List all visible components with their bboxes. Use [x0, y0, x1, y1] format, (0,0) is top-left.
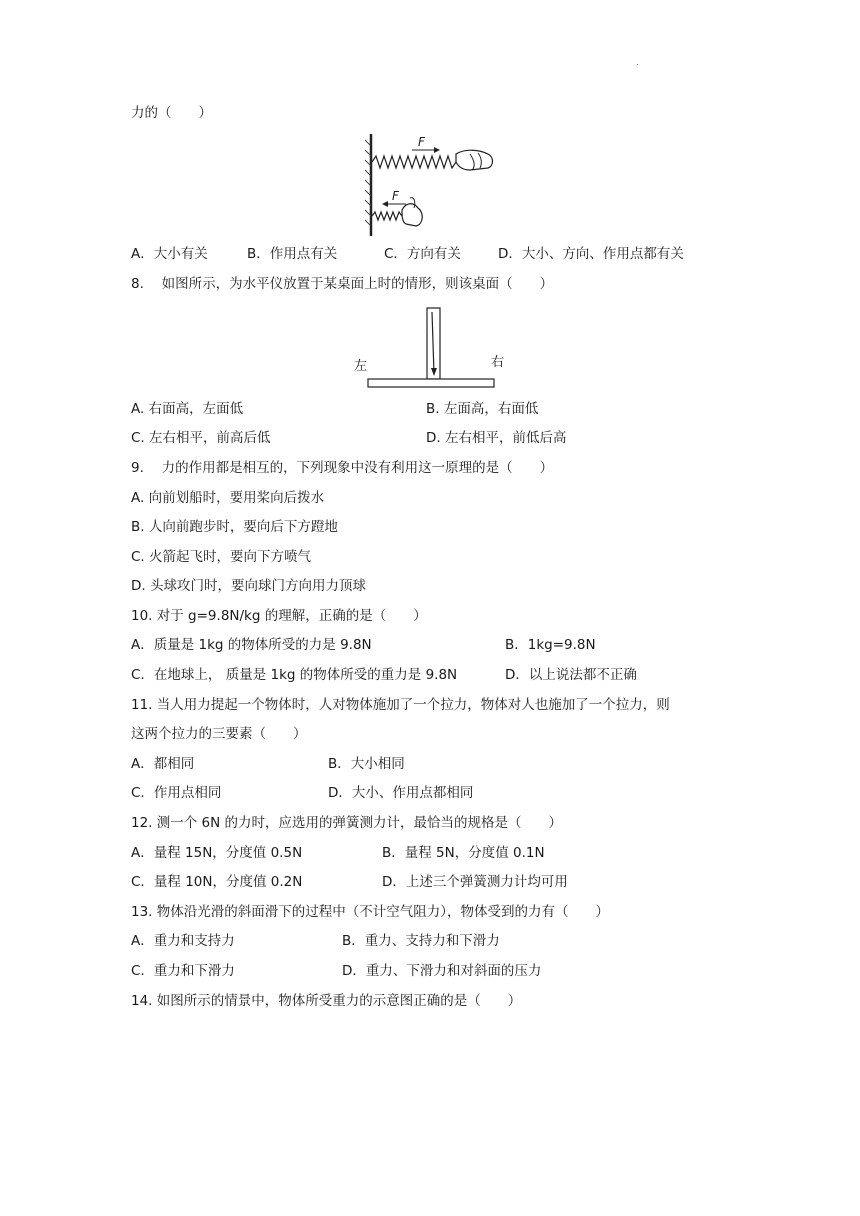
q7-option-c: C．方向有关 [384, 246, 461, 262]
q14-stem: 14. 如图所示的情景中，物体所受重力的示意图正确的是（ ） [131, 993, 522, 1009]
q8-option-d: D. 左右相平，前低后高 [426, 430, 567, 446]
q11-stem-line1: 11. 当人用力提起一个物体时，人对物体施加了一个拉力，物体对人也施加了一个拉力，则 [131, 697, 670, 713]
q11-stem-line2: 这两个拉力的三要素（ ） [131, 726, 307, 742]
q7-option-b: B．作用点有关 [247, 246, 338, 262]
q10-stem: 10. 对于 g=9.8N/kg 的理解，正确的是（ ） [131, 608, 427, 624]
q9-option-a: A. 向前划船时，要用桨向后拨水 [131, 490, 325, 506]
q10-option-d: D．以上说法都不正确 [505, 667, 637, 683]
q9-option-d: D. 头球攻门时，要向球门方向用力顶球 [131, 578, 366, 594]
q9-stem: 9. 力的作用都是相互的，下列现象中没有利用这一原理的是（ ） [131, 460, 554, 476]
q7-option-a: A．大小有关 [131, 246, 208, 262]
q10-option-b: B．1kg=9.8N [505, 637, 596, 653]
q12-option-b: B．量程 5N，分度值 0.1N [382, 845, 545, 861]
q11-option-c: C．作用点相同 [131, 785, 222, 801]
q13-stem: 13. 物体沿光滑的斜面滑下的过程中（不计空气阻力），物体受到的力有（ ） [131, 904, 610, 920]
q8-stem: 8. 如图所示，为水平仪放置于某桌面上时的情形，则该桌面（ ） [131, 276, 554, 292]
q11-option-d: D．大小、作用点都相同 [328, 785, 474, 801]
question-7-stem-tail: 力的（ ） [131, 105, 212, 121]
force-label-top: F [418, 135, 425, 149]
q11-option-a: A．都相同 [131, 756, 195, 772]
q12-option-d: D．上述三个弹簧测力计均可用 [382, 874, 568, 890]
q7-option-d: D．大小、方向、作用点都有关 [498, 246, 684, 262]
header-dot: . [636, 58, 639, 67]
level-instrument-figure [350, 304, 505, 392]
q13-option-a: A．重力和支持力 [131, 933, 235, 949]
q9-option-c: C. 火箭起飞时，要向下方喷气 [131, 549, 312, 565]
right-label: 右 [491, 355, 505, 370]
q12-option-c: C．量程 10N，分度值 0.2N [131, 874, 303, 890]
q13-option-c: C．重力和下滑力 [131, 963, 235, 979]
q11-option-b: B．大小相同 [328, 756, 405, 772]
q10-option-a: A．质量是 1kg 的物体所受的力是 9.8N [131, 637, 372, 653]
q12-option-a: A．量程 15N，分度值 0.5N [131, 845, 303, 861]
q13-option-b: B．重力、支持力和下滑力 [342, 933, 500, 949]
force-label-bottom: F [392, 189, 399, 203]
q8-option-a: A. 右面高，左面低 [131, 401, 244, 417]
q8-option-c: C. 左右相平，前高后低 [131, 430, 271, 446]
left-label: 左 [354, 359, 368, 374]
spring-force-figure [362, 132, 502, 238]
q13-option-d: D．重力、下滑力和对斜面的压力 [342, 963, 542, 979]
q10-option-c: C．在地球上， 质量是 1kg 的物体所受的重力是 9.8N [131, 667, 458, 683]
q12-stem: 12. 测一个 6N 的力时，应选用的弹簧测力计，最恰当的规格是（ ） [131, 815, 563, 831]
q8-option-b: B. 左面高，右面低 [426, 401, 539, 417]
q9-option-b: B. 人向前跑步时，要向后下方蹬地 [131, 519, 338, 535]
